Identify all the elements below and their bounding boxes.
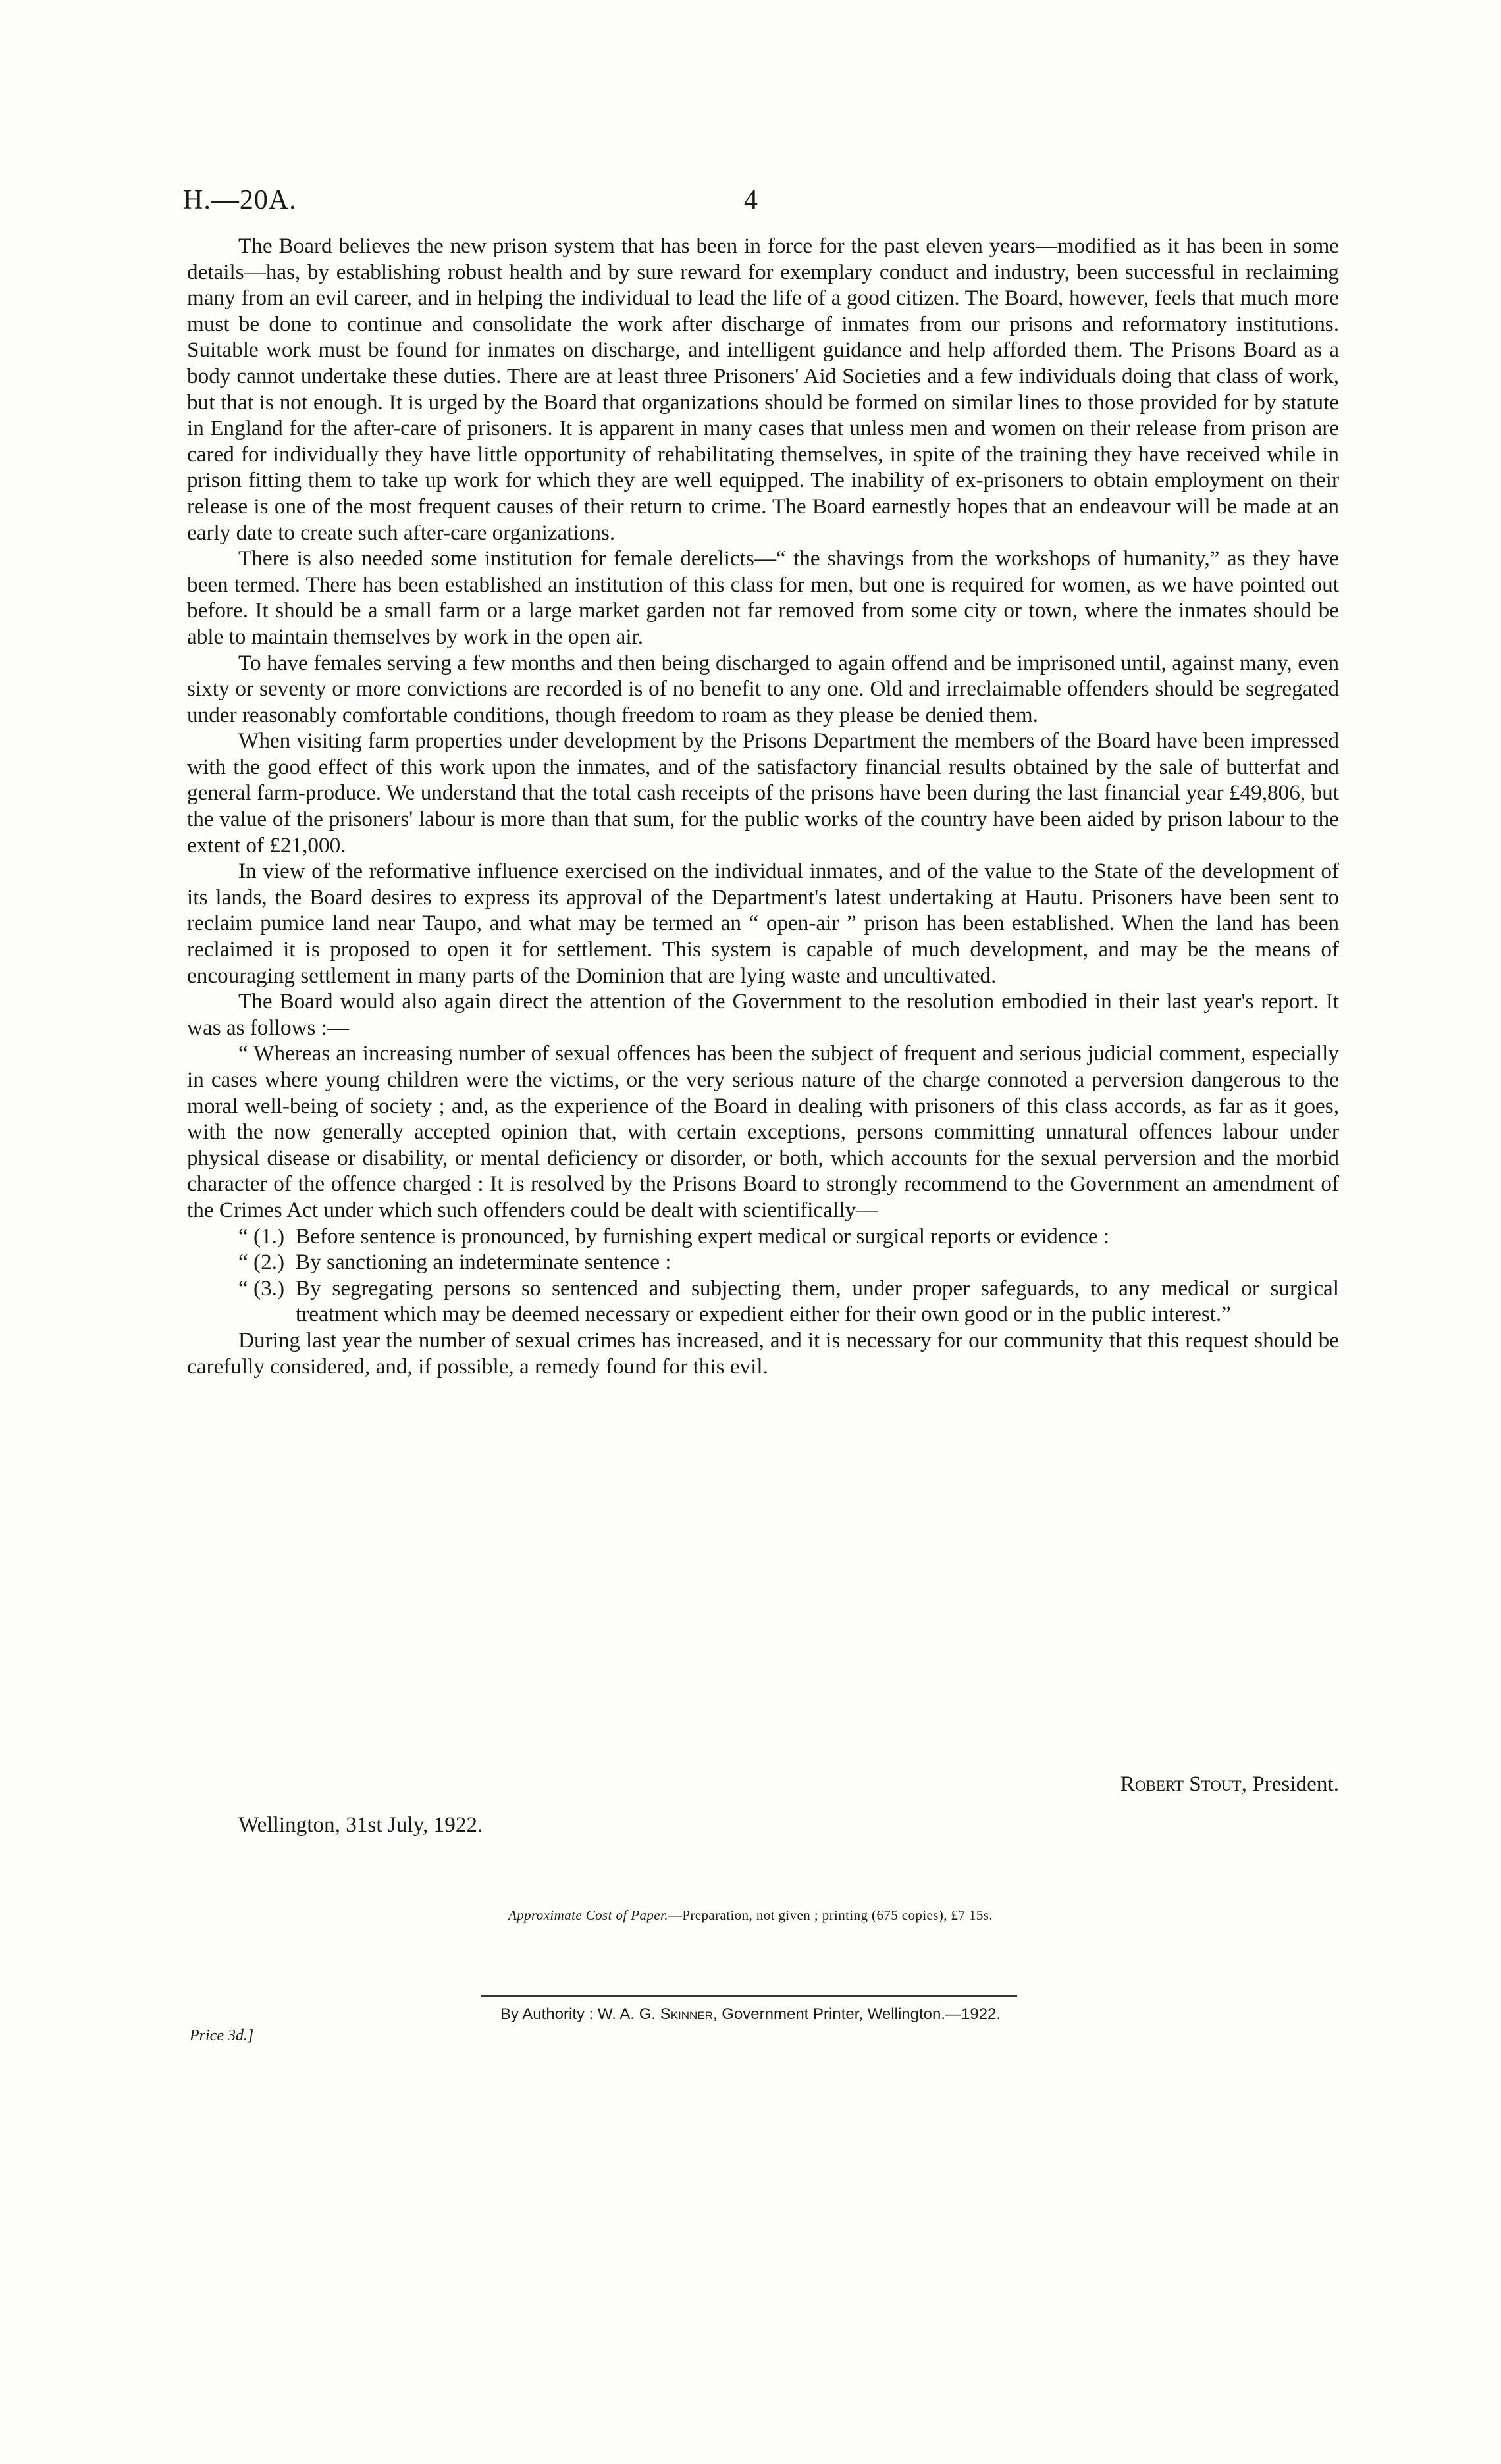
list-text: By segregating persons so sentenced and subjecting them, under proper safeguards, to any medical or surgical treatment which may be deemed necessary or expedient either for their own good or in the public interest.” (296, 1275, 1339, 1327)
page-header (183, 184, 1342, 224)
document-reference: H.—20A. (183, 185, 297, 215)
place-and-date: Wellington, 31st July, 1922. (238, 1812, 483, 1837)
paragraph: To have females serving a few months and then being discharged to again offend and be imprisoned until, against many, even sixty or seventy or more convictions are recorded is of no benefit to any one. Old and irreclaimable offenders should be segregated under reasonably comfortable conditions, though freedom to roam as they please be denied them. (187, 650, 1339, 727)
divider-rule (481, 1995, 1017, 1997)
list-number: “ (1.) (238, 1223, 285, 1248)
list-item (187, 1223, 1339, 1250)
paragraph: The Board would also again direct the attention of the Government to the resolution embodied in their last year's report. It was as follows :— (187, 989, 1339, 1040)
signatory-title: , President. (1241, 1772, 1339, 1796)
authority-prefix: By Authority : W. A. G. (500, 2005, 660, 2023)
cost-note (0, 1907, 1501, 1924)
cost-note-label: Approximate Cost of Paper. (508, 1907, 668, 1923)
list-item (187, 1249, 1339, 1275)
signatory-name: Robert Stout (1120, 1772, 1242, 1796)
list-text: By sanctioning an indeterminate sentence : (296, 1250, 672, 1275)
cost-note-text: —Preparation, not given ; printing (675 copies), £7 15s. (668, 1907, 993, 1923)
closing-paragraph: During last year the number of sexual crimes has increased, and it is necessary for our community that this request should be carefully considered, and, if possible, a remedy found for this evil. (187, 1327, 1339, 1379)
price: Price 3d.] (190, 2027, 254, 2044)
signatory (1120, 1771, 1339, 1797)
page-number: 4 (744, 185, 758, 215)
printer-authority (0, 2005, 1501, 2024)
report-body (187, 233, 1339, 1379)
printer-name: Skinner (660, 2005, 713, 2023)
authority-suffix: , Government Printer, Wellington.—1922. (712, 2005, 1001, 2023)
list-number: “ (2.) (238, 1250, 285, 1275)
list-text: Before sentence is pronounced, by furnishing expert medical or surgical reports or evidence : (296, 1223, 1110, 1248)
paragraph: The Board believes the new prison system that has been in force for the past eleven years—modified as it has been in some details—has, by establishing robust health and by sure reward for exemplary conduct and industry, been successful in reclaiming many from an evil career, and in helping the individual to lead the life of a good citizen. The Board, however, feels that much more must be done to continue and consolidate the work after discharge of inmates from our prisons and reformatory institutions. Suitable work must be found for inmates on discharge, and intelligent guidance and help afforded them. The Prisons Board as a body cannot undertake these duties. There are at least three Prisoners' Aid Societies and a few individuals doing that class of work, but that is not enough. It is urged by the Board that organizations should be formed on similar lines to those provided for by statute in England for the after-care of prisoners. It is apparent in many cases that unless men and women on their release from prison are cared for individually they have little opportunity of rehabilitating themselves, in spite of the training they have received while in prison fitting them to take up work for which they are well equipped. The inability of ex-prisoners to obtain employment on their release is one of the most frequent causes of their return to crime. The Board earnestly hopes that an endeavour will be made at an early date to create such after-care organizations. (187, 234, 1339, 545)
signature-block (187, 1767, 1339, 1846)
list-item (187, 1275, 1339, 1327)
resolution-list (187, 1223, 1339, 1327)
list-number: “ (3.) (238, 1275, 285, 1300)
paragraph: There is also needed some institution for female derelicts—“ the shavings from the workshops of humanity,” as they have been termed. There has been established an institution of this class for men, but one is required for women, as we have pointed out before. It should be a small farm or a large market garden not far removed from some city or town, where the inmates should be able to maintain themselves by work in the open air. (187, 546, 1339, 649)
paragraph: When visiting farm properties under development by the Prisons Department the members of the Board have been impressed with the good effect of this work upon the inmates, and of the satisfactory financial results obtained by the sale of butterfat and general farm-produce. We understand that the total cash receipts of the prisons have been during the last financial year £49,806, but the value of the prisoners' labour is more than that sum, for the public works of the country have been aided by prison labour to the extent of £21,000. (187, 729, 1339, 858)
resolution-quote: “ Whereas an increasing number of sexual offences has been the subject of frequent and serious judicial comment, especially in cases where young children were the victims, or the very serious nature of the charge connoted a perversion dangerous to the moral well-being of society ; and, as the experience of the Board in dealing with prisoners of this class accords, as far as it goes, with the now generally accepted opinion that, with certain exceptions, persons committing unnatural offences labour under physical disease or disability, or mental deficiency or disorder, or both, which accounts for the sexual perversion and the morbid character of the offence charged : It is resolved by the Prisons Board to strongly recommend to the Government an amendment of the Crimes Act under which such offenders could be dealt with scientifically— (187, 1041, 1339, 1222)
paragraph: In view of the reformative influence exercised on the individual inmates, and of the value to the State of the development of its lands, the Board desires to express its approval of the Department's latest undertaking at Hautu. Prisoners have been sent to reclaim pumice land near Taupo, and what may be termed an “ open-air ” prison has been established. When the land has been reclaimed it is proposed to open it for settlement. This system is capable of much development, and may be the means of encouraging settlement in many parts of the Dominion that are lying waste and uncultivated. (187, 859, 1339, 988)
